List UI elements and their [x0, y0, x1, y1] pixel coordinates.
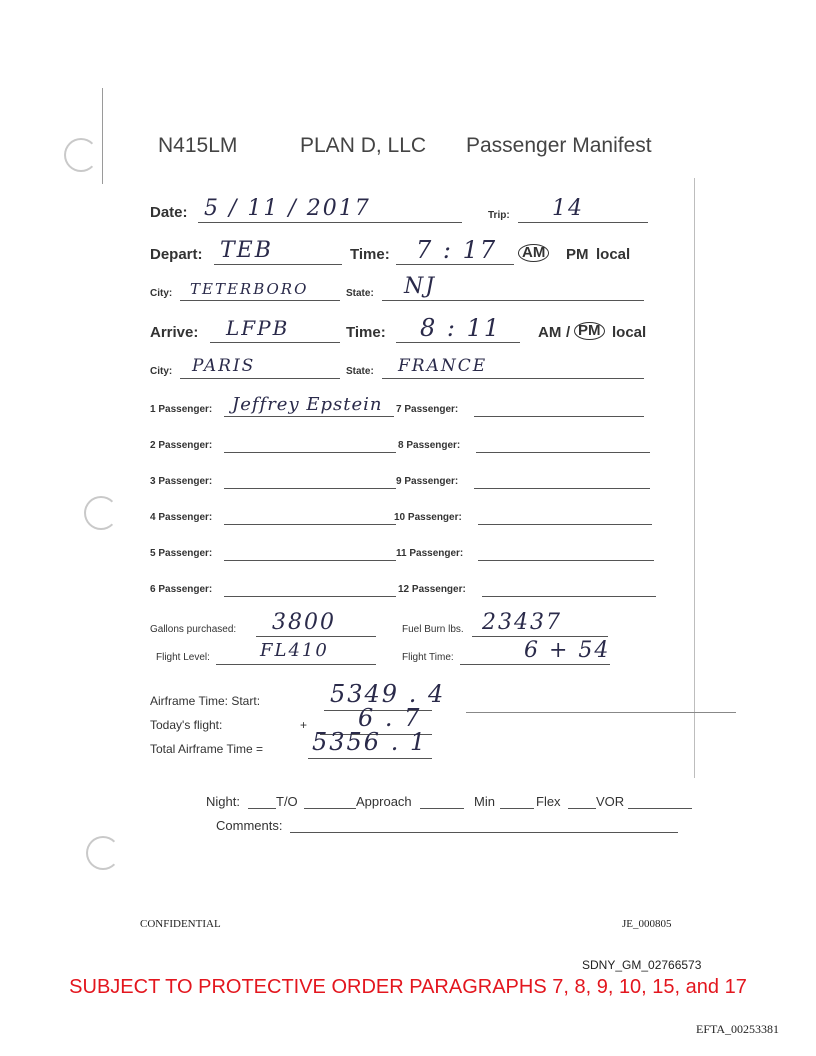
- passenger-10-label: 10 Passenger:: [394, 512, 462, 523]
- passenger-6-line: [224, 596, 396, 597]
- fuel-burn-line: [472, 636, 608, 637]
- airframe-start-label: Airframe Time: Start:: [150, 694, 261, 708]
- vor-label: VOR: [596, 794, 625, 809]
- flight-time-label: Flight Time:: [402, 652, 454, 663]
- binder-hole-top: [64, 138, 98, 172]
- passenger-row-5: [150, 536, 670, 566]
- comments-line: [290, 832, 678, 833]
- depart-pm: PM: [566, 246, 589, 263]
- company-name: PLAN D, LLC: [300, 134, 427, 157]
- passenger-1-value: Jeffrey Epstein: [232, 394, 383, 415]
- arrive-am-pm-sep: /: [566, 324, 571, 341]
- passenger-2-line: [224, 452, 396, 453]
- passenger-4-label: 4 Passenger:: [150, 512, 213, 523]
- passenger-3-label: 3 Passenger:: [150, 476, 213, 487]
- flight-level-label: Flight Level:: [156, 652, 210, 663]
- depart-city-line: [180, 300, 340, 301]
- date-row: [150, 198, 670, 228]
- depart-line: [214, 264, 342, 265]
- arrive-am: AM: [538, 324, 562, 341]
- airframe-start-value: 5349 . 4: [330, 680, 446, 708]
- gallons-value: 3800: [272, 610, 336, 635]
- depart-time-line: [396, 264, 514, 265]
- depart-row: [150, 236, 670, 270]
- depart-value: TEB: [220, 238, 273, 263]
- form-title: Passenger Manifest: [466, 134, 652, 157]
- flight-time-line: [460, 664, 610, 665]
- fuel-burn-label: Fuel Burn lbs.: [402, 624, 464, 635]
- arrive-pm: [574, 322, 605, 340]
- date-line: [198, 222, 462, 223]
- vor-line: [628, 808, 692, 809]
- arrive-row: [150, 314, 670, 348]
- total-airframe-label: Total Airframe Time =: [150, 742, 264, 756]
- passenger-row-6: [150, 572, 670, 602]
- night-label: Night:: [206, 794, 240, 809]
- passenger-row-3: [150, 464, 670, 494]
- arrive-state-line: [382, 378, 644, 379]
- depart-city-value: TETERBORO: [190, 280, 309, 298]
- passenger-10-line: [478, 524, 652, 525]
- flex-label: Flex: [536, 794, 561, 809]
- night-line: [248, 808, 276, 809]
- gallons-label: Gallons purchased:: [150, 624, 237, 635]
- depart-local: local: [596, 246, 631, 263]
- depart-state-value: NJ: [404, 274, 437, 299]
- min-label: Min: [474, 794, 495, 809]
- passenger-11-line: [478, 560, 654, 561]
- passenger-8-label: 8 Passenger:: [398, 440, 461, 451]
- arrive-value: LFPB: [226, 316, 290, 340]
- arrive-state-value: FRANCE: [398, 356, 488, 376]
- fuel-burn-value: 23437: [482, 610, 562, 635]
- efta-number: EFTA_00253381: [696, 1022, 780, 1036]
- depart-time-label: Time:: [350, 246, 390, 263]
- gallons-line: [256, 636, 376, 637]
- arrive-state-label: State:: [346, 366, 374, 377]
- passenger-5-label: 5 Passenger:: [150, 548, 213, 559]
- total-airframe-line: [308, 758, 432, 759]
- binder-hole-middle: [84, 496, 118, 530]
- depart-city-label: City:: [150, 288, 173, 299]
- passenger-11-label: 11 Passenger:: [396, 548, 464, 559]
- min-line: [500, 808, 534, 809]
- to-label: T/O: [276, 794, 298, 809]
- approach-label: Approach: [356, 794, 412, 809]
- comments-row: [216, 812, 736, 842]
- passenger-12-line: [482, 596, 656, 597]
- bates-sdny-number: SDNY_GM_02766573: [582, 958, 702, 972]
- tail-number: N415LM: [158, 134, 238, 157]
- flight-row: [150, 640, 670, 670]
- total-airframe-value: 5356 . 1: [312, 728, 428, 756]
- comments-label: Comments:: [216, 818, 283, 833]
- arrive-city-label: City:: [150, 366, 173, 377]
- confidential-label: CONFIDENTIAL: [140, 918, 221, 930]
- total-airframe-row: [150, 730, 670, 760]
- passenger-3-line: [224, 488, 396, 489]
- passenger-8-line: [476, 452, 650, 453]
- margin-line: [102, 88, 103, 184]
- passenger-7-label: 7 Passenger:: [396, 404, 459, 415]
- trip-value: 14: [552, 196, 584, 221]
- passenger-5-line: [224, 560, 396, 561]
- depart-time-value: 7 : 17: [416, 236, 498, 264]
- arrive-time-label: Time:: [346, 324, 386, 341]
- passenger-9-line: [474, 488, 650, 489]
- binder-hole-bottom: [86, 836, 120, 870]
- passenger-row-1: [150, 392, 670, 422]
- passenger-1-label: 1 Passenger:: [150, 404, 213, 415]
- arrive-label: Arrive:: [150, 324, 199, 341]
- depart-state-line: [382, 300, 644, 301]
- passenger-9-label: 9 Passenger:: [396, 476, 459, 487]
- flight-level-value: FL410: [260, 640, 329, 661]
- arrive-line: [210, 342, 340, 343]
- depart-am: [518, 244, 549, 262]
- passenger-4-line: [224, 524, 396, 525]
- to-line: [304, 808, 356, 809]
- date-label: Date:: [150, 204, 188, 221]
- depart-label: Depart:: [150, 246, 203, 263]
- passenger-row-2: [150, 428, 670, 458]
- arrive-time-value: 8 : 11: [420, 314, 502, 342]
- passenger-row-4: [150, 500, 670, 530]
- arrive-time-line: [396, 342, 520, 343]
- flex-line: [568, 808, 596, 809]
- passenger-6-label: 6 Passenger:: [150, 584, 213, 595]
- passenger-2-label: 2 Passenger:: [150, 440, 213, 451]
- todays-flight-value: 6 . 7: [358, 704, 422, 732]
- protective-order-notice: SUBJECT TO PROTECTIVE ORDER PARAGRAPHS 7, 8, 9, 10, 15, and 17: [69, 976, 747, 998]
- form-edge-line: [694, 178, 695, 778]
- passenger-12-label: 12 Passenger:: [398, 584, 466, 595]
- approach-line: [420, 808, 464, 809]
- trip-label: Trip:: [488, 210, 510, 221]
- flight-level-line: [216, 664, 376, 665]
- am-circled: AM: [518, 244, 549, 262]
- date-value: 5 / 11 / 2017: [204, 196, 371, 221]
- flight-time-value: 6 + 54: [524, 638, 611, 663]
- depart-city-row: [150, 274, 670, 308]
- passenger-1-line: [224, 416, 394, 417]
- todays-flight-label: Today's flight:: [150, 718, 223, 732]
- depart-state-label: State:: [346, 288, 374, 299]
- arrive-city-row: [150, 356, 670, 386]
- passenger-7-line: [474, 416, 644, 417]
- bates-je-number: JE_000805: [622, 918, 672, 930]
- arrive-local: local: [612, 324, 647, 341]
- arrive-city-value: PARIS: [192, 356, 256, 376]
- trip-line: [518, 222, 648, 223]
- pm-circled: PM: [574, 322, 605, 340]
- todays-flight-plus: +: [300, 718, 308, 732]
- arrive-city-line: [180, 378, 340, 379]
